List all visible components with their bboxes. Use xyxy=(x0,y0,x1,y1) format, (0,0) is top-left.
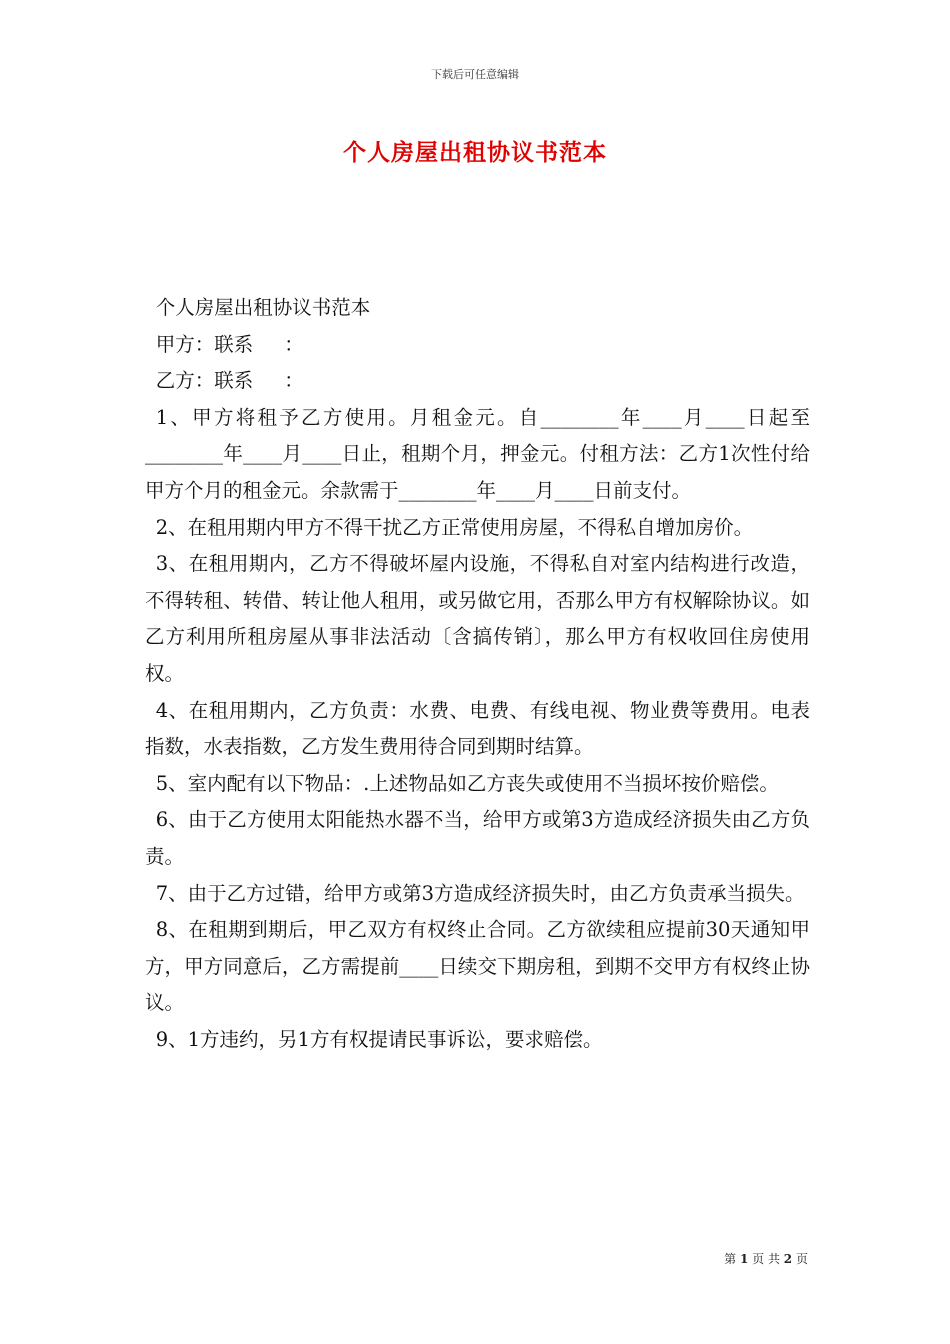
party-a-label: 甲方：联系 xyxy=(155,332,254,356)
clause-9: 9、1方违约，另1方有权提请民事诉讼，要求赔偿。 xyxy=(155,1027,603,1051)
clause-4: 4、在租用期内，乙方负责：水费、电费、有线电视、物业费等费用。电表指数，水表指数，乙方发生费用待合同到期时结算。 xyxy=(145,698,810,759)
body-subtitle: 个人房屋出租协议书范本 xyxy=(155,296,371,319)
party-b-label: 乙方：联系 xyxy=(155,369,254,393)
clause-8: 8、在租期到期后，甲乙双方有权终止合同。乙方欲续租应提前30天通知甲方，甲方同意后，乙方需提前____日续交下期房租，到期不交甲方有权终止协议。 xyxy=(145,918,810,1015)
party-a-suffix: ： xyxy=(284,332,304,356)
document-title: 个人房屋出租协议书范本 xyxy=(343,139,607,166)
party-b-line xyxy=(145,363,810,400)
current-page: 1 xyxy=(739,1252,749,1266)
clause-5: 5、室内配有以下物品：.上述物品如乙方丧失或使用不当损坏按价赔偿。 xyxy=(155,771,779,795)
clause-7: 7、由于乙方过错，给甲方或第3方造成经济损失时，由乙方负责承当损失。 xyxy=(155,881,805,905)
page-suffix: 页 xyxy=(795,1252,808,1266)
clause-1: 1、甲方将租予乙方使用。月租金元。自________年____月____日起至________年____月____日止，租期个月，押金元。付租方法：乙方1次性付给甲方个月的租金元。余款需于________年____月____日前支付。 xyxy=(145,405,810,502)
clause-6: 6、由于乙方使用太阳能热水器不当，给甲方或第3方造成经济损失由乙方负责。 xyxy=(145,808,810,868)
clause-2: 2、在租用期内甲方不得干扰乙方正常使用房屋，不得私自增加房价。 xyxy=(155,515,754,539)
header-note: 下载后可任意编辑 xyxy=(431,68,519,81)
page-prefix: 第 xyxy=(724,1252,737,1266)
document-body xyxy=(145,290,810,1058)
party-a-line xyxy=(145,327,810,364)
page-number xyxy=(724,1250,808,1267)
page-middle: 页 共 xyxy=(752,1252,780,1266)
clause-3: 3、在租用期内，乙方不得破坏屋内设施，不得私自对室内结构进行改造，不得转租、转借、转让他人租用，或另做它用，否那么甲方有权解除协议。如乙方利用所租房屋从事非法活动〔含搞传销〕，那么甲方有权收回住房使用权。 xyxy=(145,552,810,685)
party-b-suffix: ： xyxy=(284,369,304,393)
total-pages: 2 xyxy=(783,1252,793,1266)
